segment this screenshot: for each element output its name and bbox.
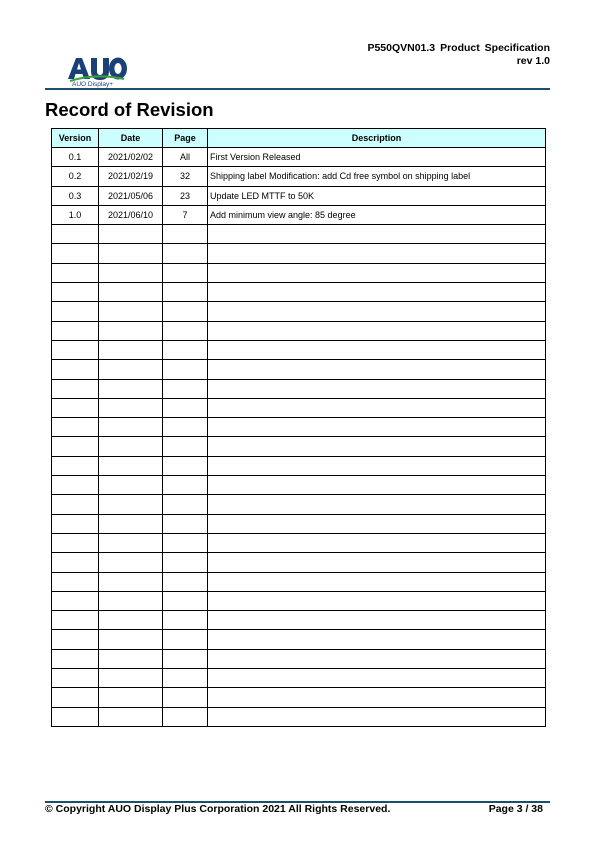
empty-cell (163, 321, 208, 340)
empty-table-row (52, 688, 546, 707)
empty-cell (163, 418, 208, 437)
column-header-description: Description (208, 129, 546, 148)
cell-description: Update LED MTTF to 50K (208, 186, 546, 205)
empty-cell (208, 456, 546, 475)
table-row (52, 186, 546, 205)
empty-cell (208, 611, 546, 630)
empty-cell (99, 591, 163, 610)
empty-cell (99, 302, 163, 321)
empty-cell (99, 533, 163, 552)
empty-cell (99, 321, 163, 340)
empty-cell (99, 495, 163, 514)
empty-table-row (52, 360, 546, 379)
cell-description: First Version Released (208, 148, 546, 167)
empty-cell (208, 476, 546, 495)
empty-cell (163, 379, 208, 398)
cell-page: 7 (163, 205, 208, 224)
empty-cell (163, 302, 208, 321)
empty-cell (99, 418, 163, 437)
empty-cell (52, 630, 99, 649)
cell-date: 2021/02/02 (99, 148, 163, 167)
table-row (52, 205, 546, 224)
cell-version: 1.0 (52, 205, 99, 224)
copyright-notice: © Copyright AUO Display Plus Corporation 2021 All Rights Reserved. (45, 803, 391, 815)
empty-cell (99, 283, 163, 302)
empty-table-row (52, 649, 546, 668)
column-header-version: Version (52, 129, 99, 148)
empty-cell (163, 263, 208, 282)
empty-cell (208, 688, 546, 707)
empty-cell (208, 263, 546, 282)
empty-cell (208, 398, 546, 417)
empty-cell (52, 437, 99, 456)
empty-cell (208, 225, 546, 244)
empty-cell (208, 379, 546, 398)
empty-table-row (52, 437, 546, 456)
empty-cell (52, 340, 99, 359)
empty-table-row (52, 418, 546, 437)
empty-table-row (52, 630, 546, 649)
empty-cell (52, 514, 99, 533)
empty-cell (99, 360, 163, 379)
empty-cell (52, 495, 99, 514)
empty-table-row (52, 553, 546, 572)
empty-cell (163, 611, 208, 630)
empty-cell (208, 533, 546, 552)
empty-cell (52, 707, 99, 726)
revision-table (51, 128, 546, 727)
page-title: Record of Revision (45, 99, 214, 120)
empty-cell (99, 572, 163, 591)
empty-cell (52, 225, 99, 244)
empty-cell (52, 456, 99, 475)
empty-cell (163, 688, 208, 707)
empty-cell (99, 476, 163, 495)
empty-cell (163, 514, 208, 533)
empty-cell (52, 398, 99, 417)
cell-description: Shipping label Modification: add Cd free symbol on shipping label (208, 167, 546, 186)
empty-cell (99, 456, 163, 475)
empty-cell (99, 630, 163, 649)
revision-table-body (52, 148, 546, 727)
cell-page: 32 (163, 167, 208, 186)
page-number: Page 3 / 38 (488, 803, 543, 815)
empty-cell (52, 321, 99, 340)
empty-cell (163, 476, 208, 495)
empty-cell (99, 225, 163, 244)
empty-cell (99, 688, 163, 707)
empty-cell (163, 244, 208, 263)
empty-cell (52, 669, 99, 688)
empty-cell (208, 514, 546, 533)
empty-table-row (52, 283, 546, 302)
empty-cell (99, 514, 163, 533)
empty-cell (52, 418, 99, 437)
empty-cell (163, 669, 208, 688)
empty-cell (163, 360, 208, 379)
empty-cell (163, 553, 208, 572)
empty-cell (208, 553, 546, 572)
empty-cell (52, 572, 99, 591)
empty-cell (208, 669, 546, 688)
column-header-page: Page (163, 129, 208, 148)
empty-cell (163, 591, 208, 610)
empty-cell (163, 456, 208, 475)
table-row (52, 148, 546, 167)
empty-table-row (52, 669, 546, 688)
empty-cell (163, 398, 208, 417)
cell-version: 0.1 (52, 148, 99, 167)
empty-cell (99, 649, 163, 668)
cell-version: 0.3 (52, 186, 99, 205)
empty-table-row (52, 263, 546, 282)
empty-cell (163, 225, 208, 244)
empty-table-row (52, 379, 546, 398)
empty-cell (99, 707, 163, 726)
empty-table-row (52, 244, 546, 263)
empty-table-row (52, 476, 546, 495)
empty-cell (208, 283, 546, 302)
empty-cell (52, 688, 99, 707)
empty-cell (99, 263, 163, 282)
empty-table-row (52, 707, 546, 726)
empty-cell (99, 669, 163, 688)
header-divider (45, 88, 550, 90)
empty-cell (52, 476, 99, 495)
cell-description: Add minimum view angle: 85 degree (208, 205, 546, 224)
empty-cell (163, 340, 208, 359)
empty-table-row (52, 591, 546, 610)
empty-cell (99, 437, 163, 456)
cell-date: 2021/05/06 (99, 186, 163, 205)
cell-page: All (163, 148, 208, 167)
empty-cell (208, 437, 546, 456)
table-row (52, 167, 546, 186)
empty-cell (208, 630, 546, 649)
empty-table-row (52, 495, 546, 514)
empty-cell (52, 533, 99, 552)
document-revision: rev 1.0 (516, 55, 550, 67)
empty-cell (208, 707, 546, 726)
empty-cell (52, 302, 99, 321)
empty-table-row (52, 398, 546, 417)
empty-cell (163, 533, 208, 552)
empty-cell (163, 572, 208, 591)
cell-date: 2021/06/10 (99, 205, 163, 224)
empty-cell (99, 398, 163, 417)
empty-cell (99, 340, 163, 359)
empty-cell (52, 649, 99, 668)
empty-cell (52, 360, 99, 379)
empty-table-row (52, 321, 546, 340)
empty-table-row (52, 611, 546, 630)
empty-cell (99, 379, 163, 398)
empty-table-row (52, 533, 546, 552)
empty-cell (208, 360, 546, 379)
empty-cell (99, 244, 163, 263)
cell-version: 0.2 (52, 167, 99, 186)
empty-cell (208, 495, 546, 514)
empty-table-row (52, 514, 546, 533)
column-header-date: Date (99, 129, 163, 148)
empty-table-row (52, 302, 546, 321)
empty-cell (163, 283, 208, 302)
empty-cell (208, 649, 546, 668)
empty-cell (52, 611, 99, 630)
empty-cell (208, 340, 546, 359)
empty-cell (163, 495, 208, 514)
logo-subtext: AUO Display+ (72, 81, 113, 88)
empty-cell (208, 591, 546, 610)
empty-cell (208, 244, 546, 263)
empty-cell (52, 263, 99, 282)
cell-page: 23 (163, 186, 208, 205)
empty-cell (163, 649, 208, 668)
empty-cell (163, 630, 208, 649)
document-title: P550QVN01.3 Product Specification (367, 42, 550, 54)
empty-table-row (52, 225, 546, 244)
empty-cell (52, 553, 99, 572)
empty-cell (52, 244, 99, 263)
empty-cell (52, 379, 99, 398)
empty-cell (99, 611, 163, 630)
empty-cell (208, 572, 546, 591)
empty-cell (52, 283, 99, 302)
empty-table-row (52, 572, 546, 591)
empty-cell (208, 302, 546, 321)
empty-cell (52, 591, 99, 610)
table-header-row (52, 129, 546, 148)
cell-date: 2021/02/19 (99, 167, 163, 186)
empty-cell (163, 437, 208, 456)
empty-cell (208, 321, 546, 340)
empty-cell (208, 418, 546, 437)
empty-cell (163, 707, 208, 726)
empty-table-row (52, 456, 546, 475)
empty-cell (99, 553, 163, 572)
empty-table-row (52, 340, 546, 359)
